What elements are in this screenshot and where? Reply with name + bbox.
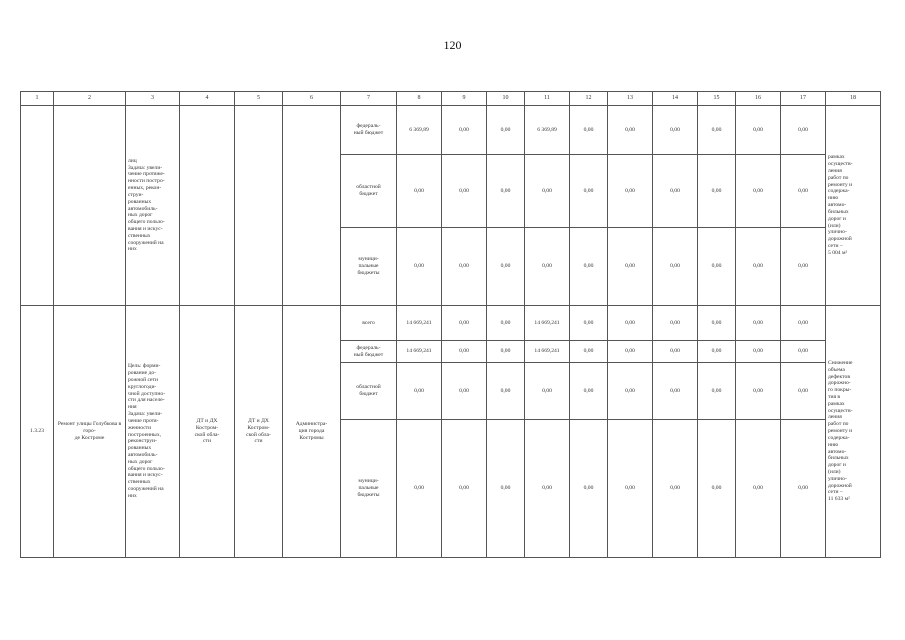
value-cell: 0,00	[736, 106, 781, 155]
value-cell: 0,00	[570, 306, 608, 341]
value-cell: 0,00	[570, 363, 608, 420]
header-cell: 11	[525, 92, 570, 106]
value-cell: 0,00	[781, 228, 826, 306]
value-cell: 0,00	[736, 155, 781, 228]
value-cell: 0,00	[442, 420, 487, 558]
value-cell: 0,00	[736, 306, 781, 341]
header-cell: 8	[397, 92, 442, 106]
value-cell: 0,00	[698, 306, 736, 341]
fund-name: федераль- ный бюджет	[341, 106, 397, 155]
value-cell: 0,00	[608, 306, 653, 341]
value-cell: 0,00	[487, 106, 525, 155]
fund-name: всего	[341, 306, 397, 341]
value-cell: 0,00	[736, 363, 781, 420]
cell-col6: Администра- ция города Костромы	[283, 306, 341, 558]
value-cell: 0,00	[397, 155, 442, 228]
cell-col6	[283, 106, 341, 306]
value-cell: 0,00	[397, 228, 442, 306]
value-cell: 0,00	[442, 306, 487, 341]
header-cell: 16	[736, 92, 781, 106]
cell-result: рамках осуществ- ления работ по ремонту и содержа- нию автомо- бильных дорог и (или) улично- дорожной сети – 5 004 м²	[826, 106, 881, 306]
value-cell: 0,00	[736, 341, 781, 363]
value-cell: 0,00	[781, 363, 826, 420]
cell-name: Ремонт улицы Голубкова в горо- де Костроме	[54, 306, 126, 558]
cell-col4	[180, 106, 235, 306]
header-cell: 15	[698, 92, 736, 106]
cell-col5	[235, 106, 283, 306]
header-cell: 1	[21, 92, 54, 106]
value-cell: 14 669,241	[397, 341, 442, 363]
header-cell: 13	[608, 92, 653, 106]
program-table	[20, 91, 881, 558]
value-cell: 0,00	[698, 420, 736, 558]
value-cell: 0,00	[442, 363, 487, 420]
value-cell: 0,00	[698, 106, 736, 155]
value-cell: 0,00	[781, 106, 826, 155]
value-cell: 0,00	[781, 341, 826, 363]
value-cell: 0,00	[781, 420, 826, 558]
value-cell: 0,00	[653, 306, 698, 341]
value-cell: 0,00	[570, 155, 608, 228]
cell-col5: ДТ и ДХ Костром- ской обла- сти	[235, 306, 283, 558]
table-row	[21, 106, 881, 155]
cell-goal: Цель: форми- рование до- рожной сети круглогоди- чной доступно- сти для населе- ния Задача: увели- чение протя- женности построенных, реконструи- рованных автомобиль- ных дорог общего пользо- вания и искус- ственных сооружений на них	[126, 306, 180, 558]
value-cell: 0,00	[525, 228, 570, 306]
value-cell: 14 669,241	[397, 306, 442, 341]
value-cell: 0,00	[608, 106, 653, 155]
header-cell: 14	[653, 92, 698, 106]
value-cell: 0,00	[525, 363, 570, 420]
value-cell: 0,00	[608, 420, 653, 558]
fund-name: областной бюджет	[341, 155, 397, 228]
value-cell: 0,00	[653, 363, 698, 420]
value-cell: 0,00	[608, 341, 653, 363]
header-cell: 4	[180, 92, 235, 106]
value-cell: 0,00	[570, 106, 608, 155]
header-cell: 5	[235, 92, 283, 106]
value-cell: 0,00	[397, 363, 442, 420]
value-cell: 0,00	[442, 228, 487, 306]
fund-name: муници- пальные бюджеты	[341, 420, 397, 558]
value-cell: 0,00	[570, 228, 608, 306]
header-cell: 18	[826, 92, 881, 106]
value-cell: 0,00	[487, 420, 525, 558]
fund-name: муници- пальные бюджеты	[341, 228, 397, 306]
value-cell: 0,00	[487, 228, 525, 306]
header-cell: 6	[283, 92, 341, 106]
value-cell: 0,00	[570, 420, 608, 558]
value-cell: 0,00	[487, 306, 525, 341]
cell-number	[21, 106, 54, 306]
value-cell: 0,00	[736, 228, 781, 306]
value-cell: 0,00	[487, 341, 525, 363]
value-cell: 0,00	[736, 420, 781, 558]
cell-goal: лиц Задача: увели- чение протяже- нности постро- енных, рекон- струи- рованных автомобиль- ных дорог общего пользо- вания и искус- ственных сооружений на них	[126, 106, 180, 306]
value-cell: 14 669,241	[525, 341, 570, 363]
fund-name: областной бюджет	[341, 363, 397, 420]
value-cell: 0,00	[397, 420, 442, 558]
value-cell: 0,00	[487, 363, 525, 420]
value-cell: 0,00	[653, 341, 698, 363]
value-cell: 0,00	[653, 420, 698, 558]
value-cell: 0,00	[442, 106, 487, 155]
value-cell: 6 369,89	[397, 106, 442, 155]
header-cell: 7	[341, 92, 397, 106]
value-cell: 0,00	[698, 228, 736, 306]
header-cell: 10	[487, 92, 525, 106]
header-cell: 3	[126, 92, 180, 106]
fund-name: федераль- ный бюджет	[341, 341, 397, 363]
header-cell: 9	[442, 92, 487, 106]
value-cell: 0,00	[608, 363, 653, 420]
value-cell: 0,00	[608, 228, 653, 306]
value-cell: 0,00	[570, 341, 608, 363]
value-cell: 0,00	[698, 155, 736, 228]
value-cell: 0,00	[698, 363, 736, 420]
value-cell: 0,00	[653, 228, 698, 306]
value-cell: 0,00	[442, 155, 487, 228]
cell-name	[54, 106, 126, 306]
cell-result: Снижение объема дефектов дорожно- го покры- тия в рамках осуществ- ления работ по ремонту и содержа- нию автомо- бильных дорог и (или) улично- дорожной сети – 11 633 м²	[826, 306, 881, 558]
value-cell: 0,00	[608, 155, 653, 228]
value-cell: 0,00	[525, 155, 570, 228]
value-cell: 0,00	[698, 341, 736, 363]
cell-col4: ДТ и ДХ Костром- ской обла- сти	[180, 306, 235, 558]
header-cell: 12	[570, 92, 608, 106]
value-cell: 0,00	[653, 155, 698, 228]
header-cell: 17	[781, 92, 826, 106]
value-cell: 6 369,89	[525, 106, 570, 155]
header-row	[21, 92, 881, 106]
table-row	[21, 306, 881, 341]
value-cell: 0,00	[781, 155, 826, 228]
header-cell: 2	[54, 92, 126, 106]
cell-number: 1.3.23	[21, 306, 54, 558]
value-cell: 0,00	[653, 106, 698, 155]
value-cell: 0,00	[442, 341, 487, 363]
value-cell: 0,00	[525, 420, 570, 558]
value-cell: 14 669,241	[525, 306, 570, 341]
page-number: 120	[443, 38, 462, 52]
value-cell: 0,00	[487, 155, 525, 228]
value-cell: 0,00	[781, 306, 826, 341]
